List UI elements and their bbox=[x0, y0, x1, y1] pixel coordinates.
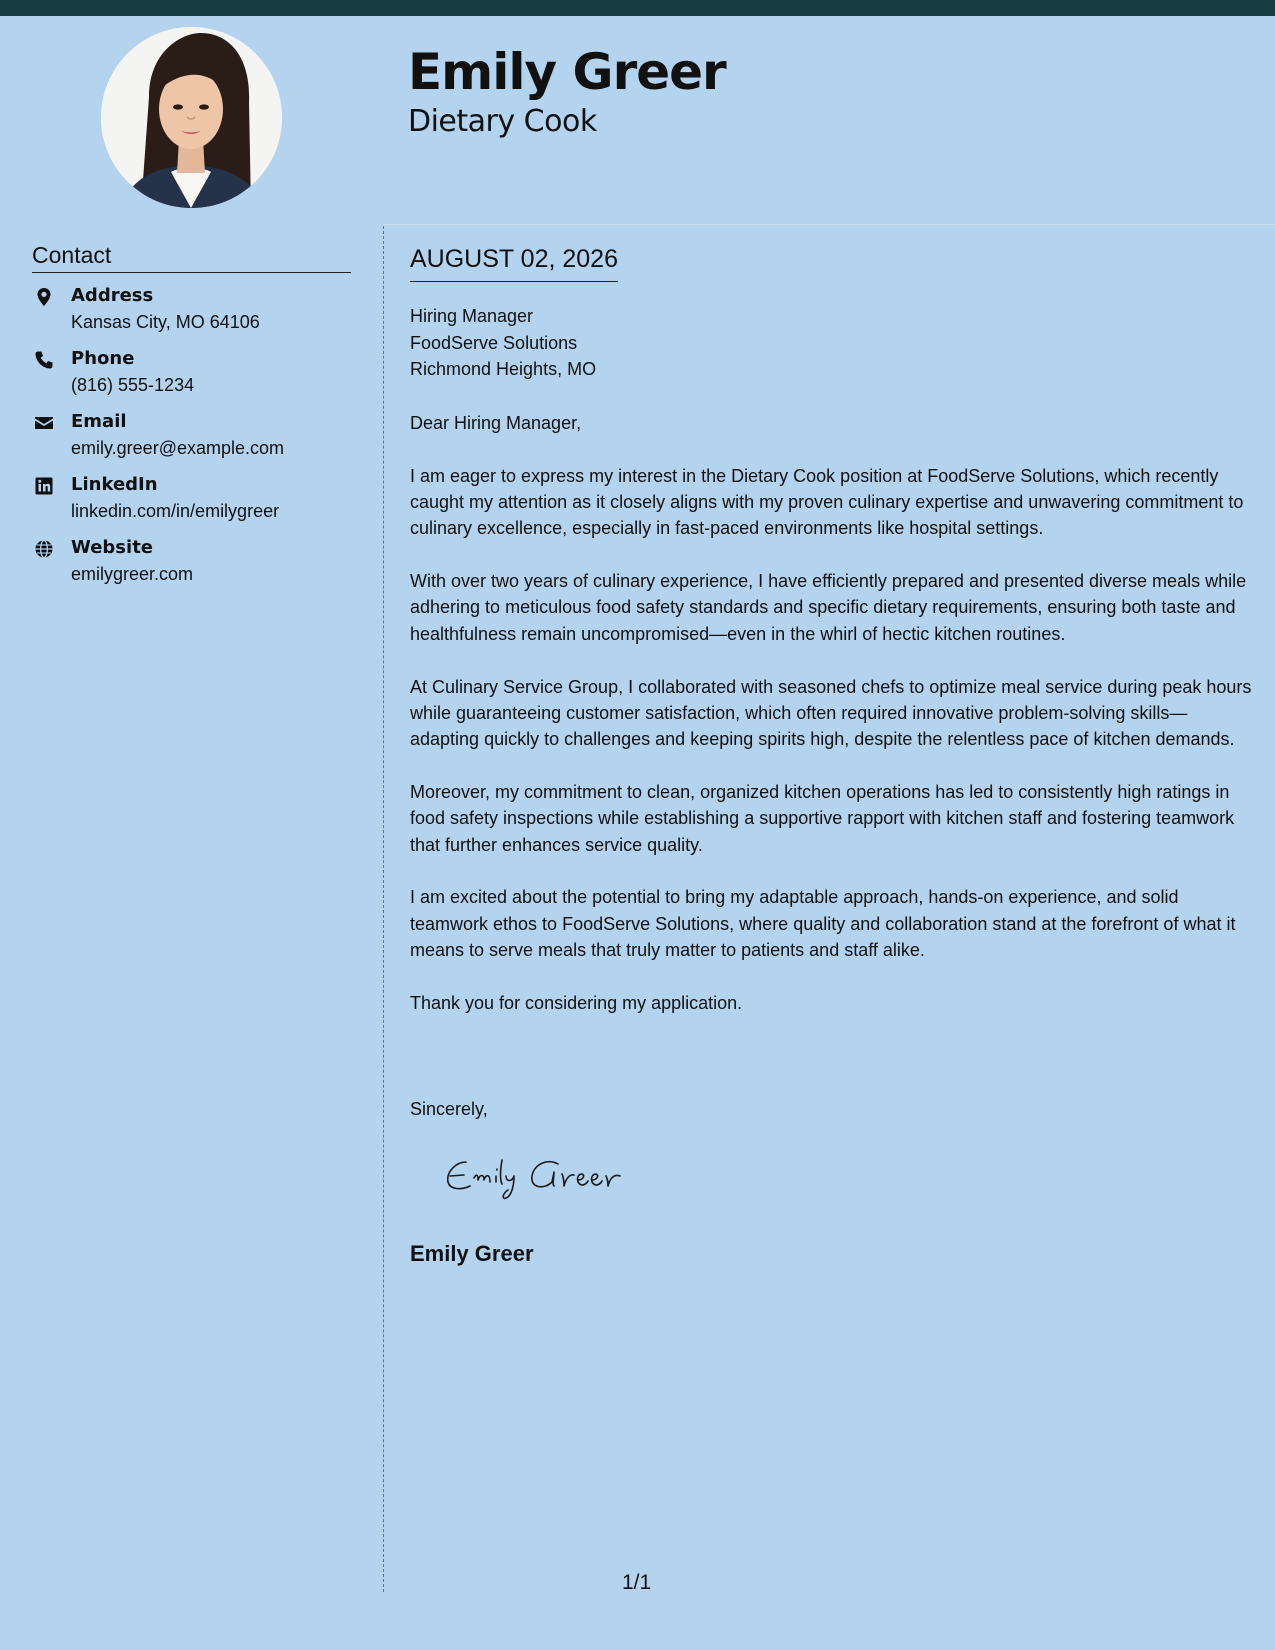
contact-email bbox=[32, 410, 362, 473]
closing: Sincerely, bbox=[410, 1099, 488, 1119]
contact-phone bbox=[32, 347, 362, 410]
contact-value: emilygreer.com bbox=[71, 564, 194, 584]
page-number: 1/1 bbox=[622, 1571, 652, 1594]
contact-list bbox=[32, 284, 362, 599]
header-divider bbox=[384, 224, 1275, 225]
profile-photo bbox=[101, 27, 282, 208]
letter-paragraph: Moreover, my commitment to clean, organized kitchen operations has led to consistently high ratings in food safety inspections while establishing a supportive rapport with kitchen staff and fostering teamwork that further enhances service quality. bbox=[410, 781, 1235, 855]
contact-address bbox=[32, 284, 362, 347]
letter-paragraph: Thank you for considering my application. bbox=[410, 992, 743, 1013]
contact-label: Phone bbox=[71, 348, 135, 369]
contact-heading: Contact bbox=[32, 240, 351, 273]
job-title: Dietary Cook bbox=[408, 104, 597, 139]
contact-label: Address bbox=[71, 285, 154, 306]
candidate-name: Emily Greer bbox=[408, 43, 726, 101]
letter-paragraph: I am eager to express my interest in the Dietary Cook position at FoodServe Solutions, which recently caught my attention as it closely aligns with my proven culinary expertise and unwavering commitment to culinary excellence, especially in fast-paced environments like hospital settings. bbox=[410, 465, 1244, 539]
contact-value: Kansas City, MO 64106 bbox=[71, 312, 260, 332]
envelope-icon bbox=[34, 413, 54, 433]
contact-value: linkedin.com/in/emilygreer bbox=[71, 501, 280, 521]
recipient-line: Hiring Manager bbox=[410, 306, 534, 326]
top-accent-bar bbox=[0, 0, 1275, 16]
recipient-block bbox=[410, 303, 596, 383]
contact-label: LinkedIn bbox=[71, 474, 158, 495]
letter-paragraph: With over two years of culinary experience, I have efficiently prepared and presented diverse meals while adhering to meticulous food safety standards and specific dietary requirements, ensuring both taste and healthfulness remain uncompromised—even in the whirl of hectic kitchen routines. bbox=[410, 571, 1247, 644]
letter-paragraph: I am excited about the potential to bring my adaptable approach, hands-on experience, and solid teamwork ethos to FoodServe Solutions, where quality and collaboration stand at the forefront of what it means to serve meals that truly matter to patients and staff alike. bbox=[410, 887, 1236, 960]
globe-icon bbox=[34, 539, 54, 559]
recipient-line: FoodServe Solutions bbox=[410, 332, 578, 353]
letter-body bbox=[410, 410, 1255, 1043]
contact-label: Email bbox=[71, 411, 127, 432]
recipient-line: Richmond Heights, MO bbox=[410, 359, 597, 379]
letter-paragraph: At Culinary Service Group, I collaborated with seasoned chefs to optimize meal service during peak hours while guaranteeing customer satisfaction, which often required innovative problem-solving skills—adapting quickly to challenges and keeping spirits high, despite the relentless pace of kitchen demands. bbox=[410, 676, 1252, 750]
letter-date: AUGUST 02, 2026 bbox=[410, 243, 618, 282]
contact-linkedin bbox=[32, 473, 362, 536]
signer-name: Emily Greer bbox=[410, 1241, 534, 1266]
phone-icon bbox=[34, 350, 54, 370]
contact-value: (816) 555-1234 bbox=[71, 375, 195, 395]
salutation: Dear Hiring Manager, bbox=[410, 413, 582, 433]
handwritten-signature bbox=[440, 1148, 640, 1204]
contact-website bbox=[32, 536, 362, 599]
linkedin-icon bbox=[34, 476, 54, 496]
location-pin-icon bbox=[34, 287, 54, 307]
column-divider bbox=[383, 226, 384, 1592]
contact-value: emily.greer@example.com bbox=[71, 438, 285, 458]
contact-label: Website bbox=[71, 537, 154, 558]
